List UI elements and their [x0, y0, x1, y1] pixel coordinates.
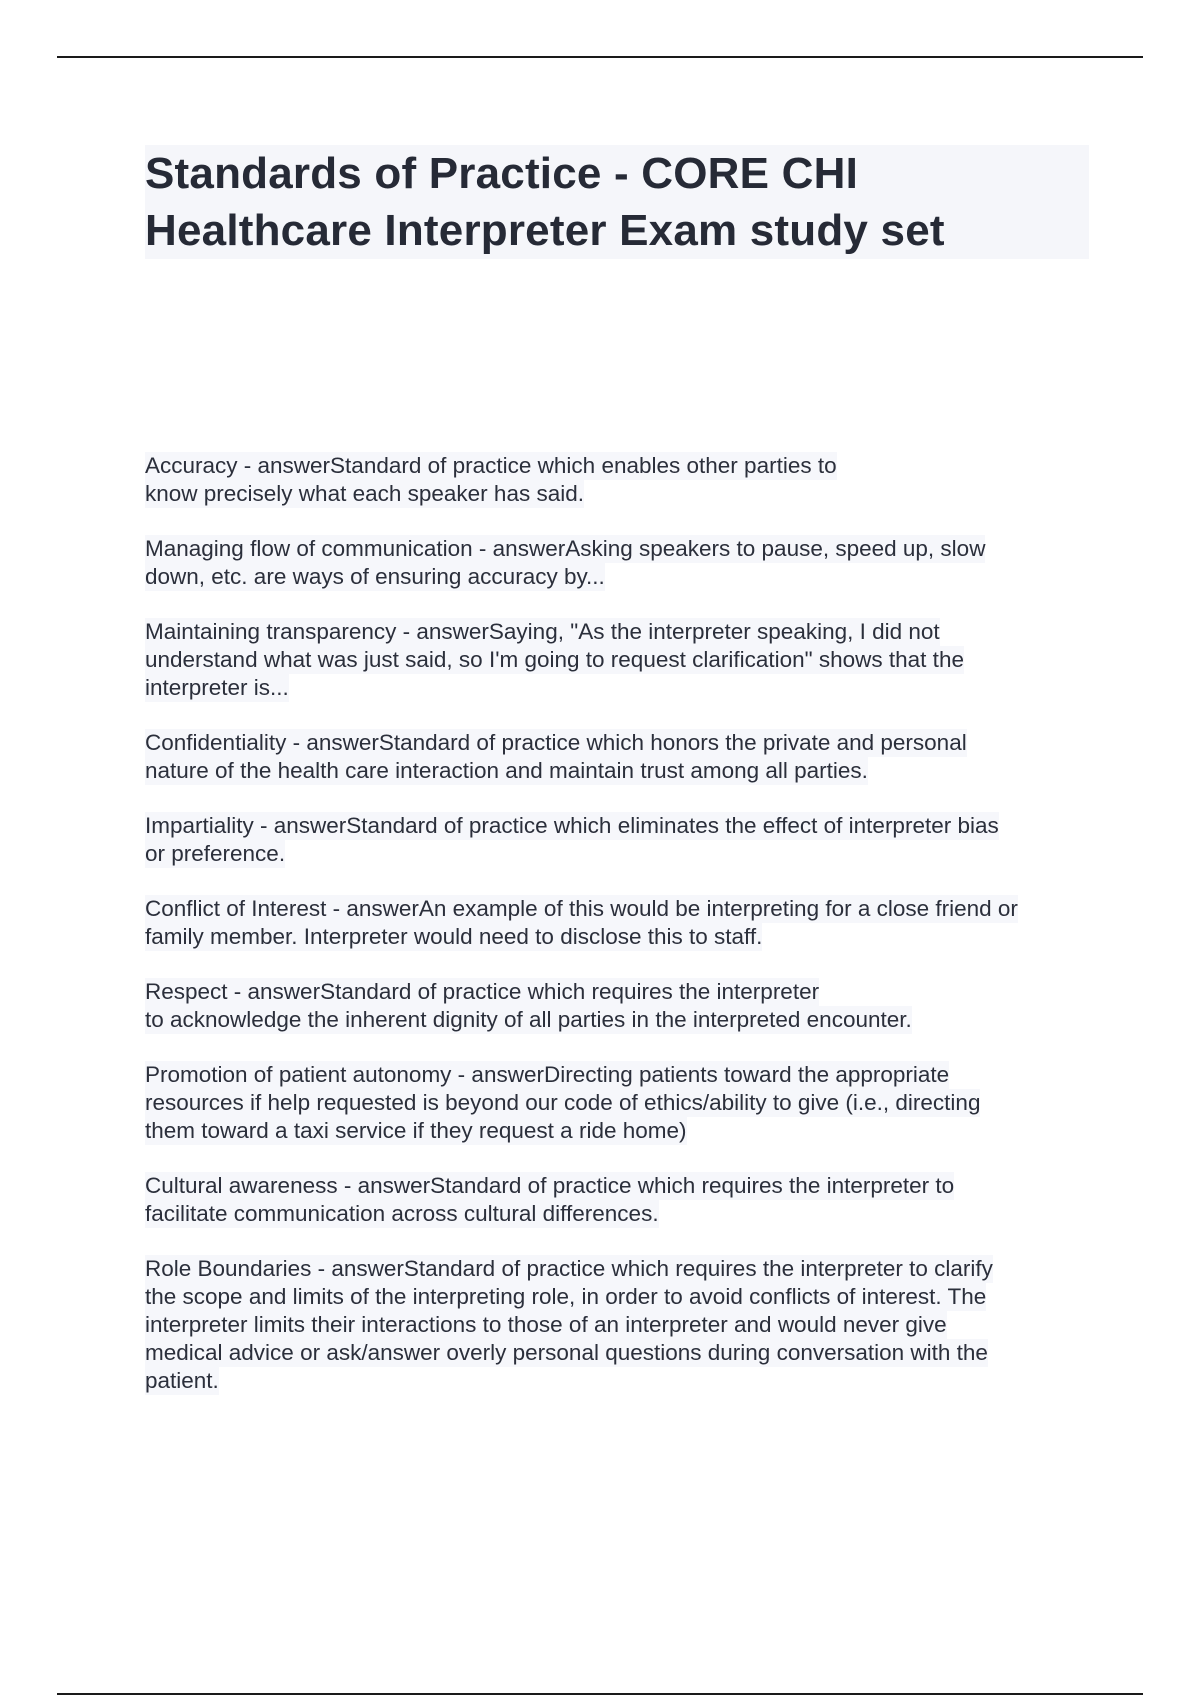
qa-text-line: Confidentiality - answerStandard of practice which honors the private and personal: [145, 730, 967, 755]
qa-item-accuracy: [145, 452, 1105, 508]
qa-text-line: Promotion of patient autonomy - answerDirecting patients toward the appropriate: [145, 1062, 950, 1087]
page-title: [145, 145, 1089, 259]
qa-text-line: facilitate communication across cultural differences.: [145, 1201, 659, 1226]
qa-text-line: Accuracy - answerStandard of practice which enables other parties to: [145, 453, 837, 478]
qa-text-line: interpreter is...: [145, 675, 289, 700]
qa-text-line: down, etc. are ways of ensuring accuracy by...: [145, 564, 605, 589]
qa-item-confidentiality: [145, 729, 1105, 785]
qa-text-line: know precisely what each speaker has said.: [145, 481, 584, 506]
qa-list: [145, 452, 1105, 1422]
qa-text-line: the scope and limits of the interpreting role, in order to avoid conflicts of interest. The: [145, 1284, 987, 1309]
qa-text-line: Conflict of Interest - answerAn example of this would be interpreting for a close friend or: [145, 896, 1018, 921]
page-title-line: Standards of Practice - CORE CHI: [145, 149, 858, 198]
qa-text-line: interpreter limits their interactions to those of an interpreter and would never give: [145, 1312, 947, 1337]
qa-text-line: Respect - answerStandard of practice which requires the interpreter: [145, 979, 820, 1004]
qa-text-line: nature of the health care interaction and maintain trust among all parties.: [145, 758, 868, 783]
page-title-line: Healthcare Interpreter Exam study set: [145, 206, 945, 255]
qa-item-managing-flow: [145, 535, 1105, 591]
qa-text-line: Managing flow of communication - answerAsking speakers to pause, speed up, slow: [145, 536, 986, 561]
qa-text-line: Maintaining transparency - answerSaying, "As the interpreter speaking, I did not: [145, 619, 940, 644]
qa-text-line: Role Boundaries - answerStandard of practice which requires the interpreter to clarify: [145, 1256, 993, 1281]
qa-text-line: medical advice or ask/answer overly personal questions during conversation with the: [145, 1340, 988, 1365]
qa-text-line: Cultural awareness - answerStandard of practice which requires the interpreter to: [145, 1173, 955, 1198]
qa-item-cultural-awareness: [145, 1172, 1105, 1228]
qa-text-line: understand what was just said, so I'm going to request clarification" shows that the: [145, 647, 964, 672]
footer-rule: [57, 1693, 1143, 1695]
qa-text-line: patient.: [145, 1368, 219, 1393]
qa-text-line: Impartiality - answerStandard of practice which eliminates the effect of interpreter bias: [145, 813, 999, 838]
qa-text-line: or preference.: [145, 841, 286, 866]
qa-text-line: to acknowledge the inherent dignity of all parties in the interpreted encounter.: [145, 1007, 912, 1032]
qa-item-patient-autonomy: [145, 1061, 1105, 1145]
qa-item-transparency: [145, 618, 1105, 702]
qa-item-conflict-of-interest: [145, 895, 1105, 951]
qa-text-line: family member. Interpreter would need to disclose this to staff.: [145, 924, 763, 949]
qa-text-line: resources if help requested is beyond our code of ethics/ability to give (i.e., directing: [145, 1090, 981, 1115]
qa-item-impartiality: [145, 812, 1105, 868]
qa-item-role-boundaries: [145, 1255, 1105, 1395]
qa-item-respect: [145, 978, 1105, 1034]
qa-text-line: them toward a taxi service if they request a ride home): [145, 1118, 687, 1143]
header-rule: [57, 56, 1143, 58]
